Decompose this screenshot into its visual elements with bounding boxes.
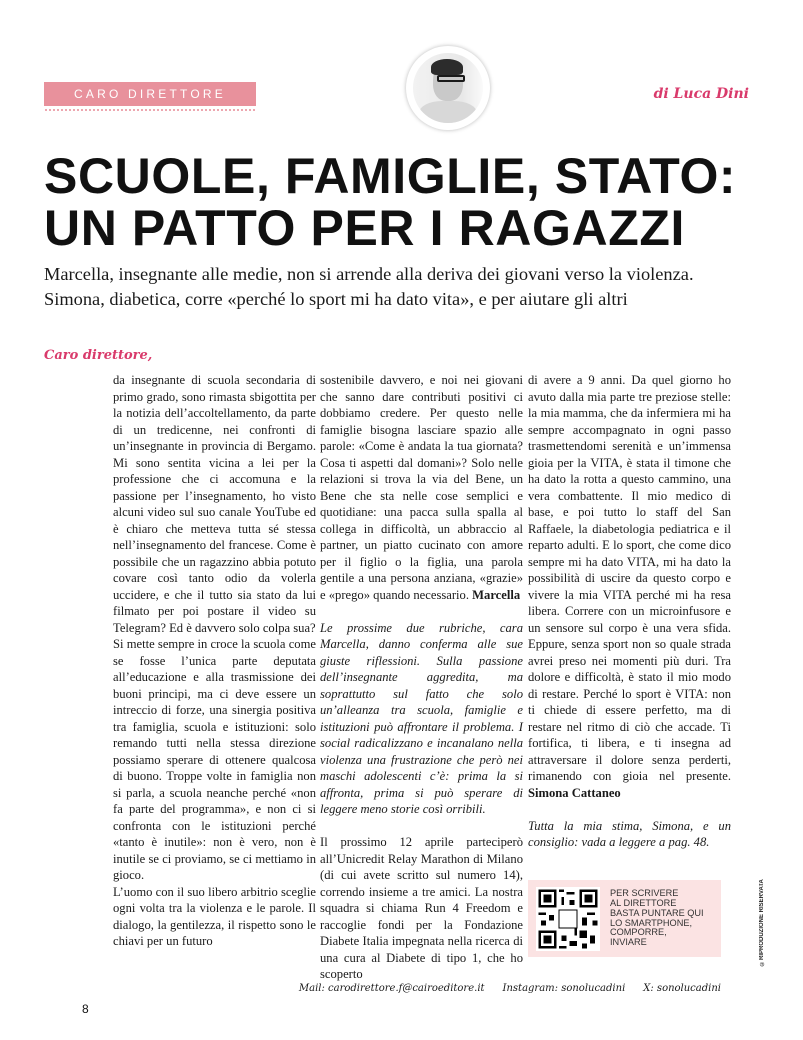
letter2-signature: Simona Cattaneo — [528, 785, 621, 800]
qr-contact-box — [528, 880, 721, 957]
qr-code-icon — [536, 887, 600, 951]
article-column-3 — [528, 372, 731, 851]
letter1-text: sostenibile davvero, e noi nei giovani che sanno dare contributi positivi ci dobbiamo credere. Per questo nelle famiglie bisogna lasciare spazio alle parole: «Come è andata la tua giornata? Cosa ti aspetti dal domani»? Solo nelle relazioni si trova la via del Bene, un Bene che sta nelle cose semplici e quotidiane: una pacca sulla spalla al collega in difficoltà, un abbraccio al partner, un piatto cucinato con amore per il figlio o la figlia, una parola gentile a una persona anziana, «grazie» e «prego» quando necessario. — [320, 373, 523, 602]
qr-instruction-line: BASTA PUNTARE QUI — [610, 907, 704, 918]
editor-reply-1: Le prossime due rubriche, cara Marcella, danno conferma alle sue giuste riflessioni. Sulla passione dell’insegnante aggredita, ma soprattutto sul fatto che solo un’alleanza tra scuola, famiglie e istituzioni può affrontare il problema. I social radicalizzano e incanalano nella violenza una frustrazione che però nei maschi adolescenti c’è: prima la si affronta, prima si può sperare di leggere meno storie così orribili. — [320, 620, 523, 816]
qr-instruction-line: INVIARE — [610, 937, 647, 948]
qr-instruction-line: LO SMARTPHONE, — [610, 917, 693, 928]
byline: di Luca Dini — [653, 86, 749, 102]
copyright-notice — [757, 868, 767, 978]
letter1-paragraph: L’uomo con il suo libero arbitrio sceglie ogni volta tra la violenza e le parole. Il dialogo, la gentilezza, il rispetto sono le chiavi per un futuro — [113, 884, 316, 948]
letter2-text: di avere a 9 anni. Da quel giorno ho avuto dalla mia parte tre preziose stelle: la mia mamma, che da infermiera mi ha sempre accompagnato in ogni passo trasmettendomi serenità e un’immensa gioia per la VITA, è stata il timone che ha dato la rotta a questo cammino, una vera combattente. Il mio medico di base, e poi tutto lo staff del San Raffaele, la diabetologia pediatrica e il reparto adulti. E lo sport, che come dico sempre mi ha dato VITA, mi ha dato la possibilità di uscire da questo corpo e vivere la mia VITA perché mi ha resa libera. Correre con un microinfusore e un sensore sul corpo è una vera sfida. Eppure, senza sport non so quale strada avrei preso nei momenti più duri. Tra dolore e difficoltà, è stato il mio modo di restare. Perché lo sport è VITA: non ti chiede di essere perfetto, ma di restare nel ritmo di ciò che accade. Ti fortifica, ti libera, e ti insegna ad attraversare il dolore senza perderti, rimanendo con gioia nel presente. — [528, 373, 731, 783]
section-tag — [44, 82, 256, 106]
qr-instruction-line: AL DIRETTORE — [610, 897, 677, 908]
portrait-body-shape — [419, 101, 477, 123]
salutation: Caro direttore, — [44, 348, 153, 363]
letter2-paragraph — [528, 372, 731, 801]
subtitle — [44, 262, 784, 312]
letter1-paragraph: Si mette sempre in croce la scuola come se fosse l’unica parte deputata all’educazione e alla trasmissione dei buoni principi, ma ci deve essere un intreccio di forze, una sinergia positiva tra famiglia, scuola e istituzioni: solo remando tutti nella stessa direzione possiamo sperare di ottenere qualcosa di buono. Troppe volte in famiglia non si parla, a scuola neanche perché «non fa parte del programma», e non ci si confronta con le istituzioni perché «tanto è inutile»: non è vero, non è inutile se ci proviamo, se ci mettiamo in gioco. — [113, 637, 316, 882]
article-column-1 — [113, 372, 316, 950]
qr-instructions — [610, 889, 704, 948]
qr-code[interactable] — [536, 887, 600, 951]
section-label: CARO DIRETTORE — [74, 87, 226, 101]
letter1-paragraph: da insegnante di scuola secondaria di primo grado, sono rimasta sbigottita per la notizia dell’accoltellamento, da parte di un tredicenne, nei confronti di un’insegnante in provincia di Bergamo. Mi sono sentita vicina a lei per la professione che ci accomuna e la passione per l’insegnamento, ho visto alcuni video sul suo canale YouTube ed è chiaro che metteva tutta sé stessa nell’insegnamento del francese. Come è possibile che un ragazzino abbia potuto covare così tanto odio da volerla uccidere, e che il tutto sia stato da lui filmato per poi postare il video su Telegram? Ed è davvero solo colpa sua? — [113, 373, 316, 635]
editor-reply-2: Tutta la mia stima, Simona, e un consiglio: vada a leggere a pag. 48. — [528, 818, 731, 849]
qr-instruction-line: COMPORRE, — [610, 927, 667, 938]
author-photo — [406, 46, 490, 130]
contact-mail[interactable]: Mail: carodirettore.f@cairoeditore.it — [298, 983, 485, 994]
title-line-2: UN PATTO PER I RAGAZZI — [44, 200, 685, 256]
letter2-paragraph: Il prossimo 12 aprile parteciperò all’Unicredit Relay Marathon di Milano (di cui avete scritto sul numero 14), correndo insieme a tre amici. La nostra squadra si chiama Run 4 Freedom e raccoglie fondi per la Fondazione Diabete Italia impegnata nella ricerca di una cura al Diabete di tipo 1, che ho scoperto — [320, 835, 523, 981]
page-number: 8 — [82, 1002, 89, 1016]
portrait-hair-shape — [431, 59, 463, 75]
copyright-text: ©RIPRODUZIONE RISERVATA — [759, 879, 765, 967]
title-line-1: SCUOLE, FAMIGLIE, STATO: — [44, 148, 737, 204]
contact-x[interactable]: X: sonolucadini — [643, 983, 721, 994]
article-column-2 — [320, 372, 523, 983]
qr-instruction-line: PER SCRIVERE — [610, 888, 679, 899]
portrait-glasses-shape — [437, 75, 465, 82]
footer-contacts — [299, 983, 721, 994]
page-title — [44, 150, 784, 254]
subtitle-line-2: Simona, diabetica, corre «perché lo sport mi ha dato vita», e per aiutare gli altri — [44, 289, 628, 309]
author-portrait-image — [413, 53, 483, 123]
letter1-paragraph — [320, 372, 523, 603]
dotted-divider — [44, 109, 256, 111]
letter1-signature: Marcella — [472, 587, 521, 602]
subtitle-line-1: Marcella, insegnante alle medie, non si arrende alla deriva dei giovani verso la violenza. — [44, 264, 694, 284]
contact-instagram[interactable]: Instagram: sonolucadini — [502, 983, 626, 994]
